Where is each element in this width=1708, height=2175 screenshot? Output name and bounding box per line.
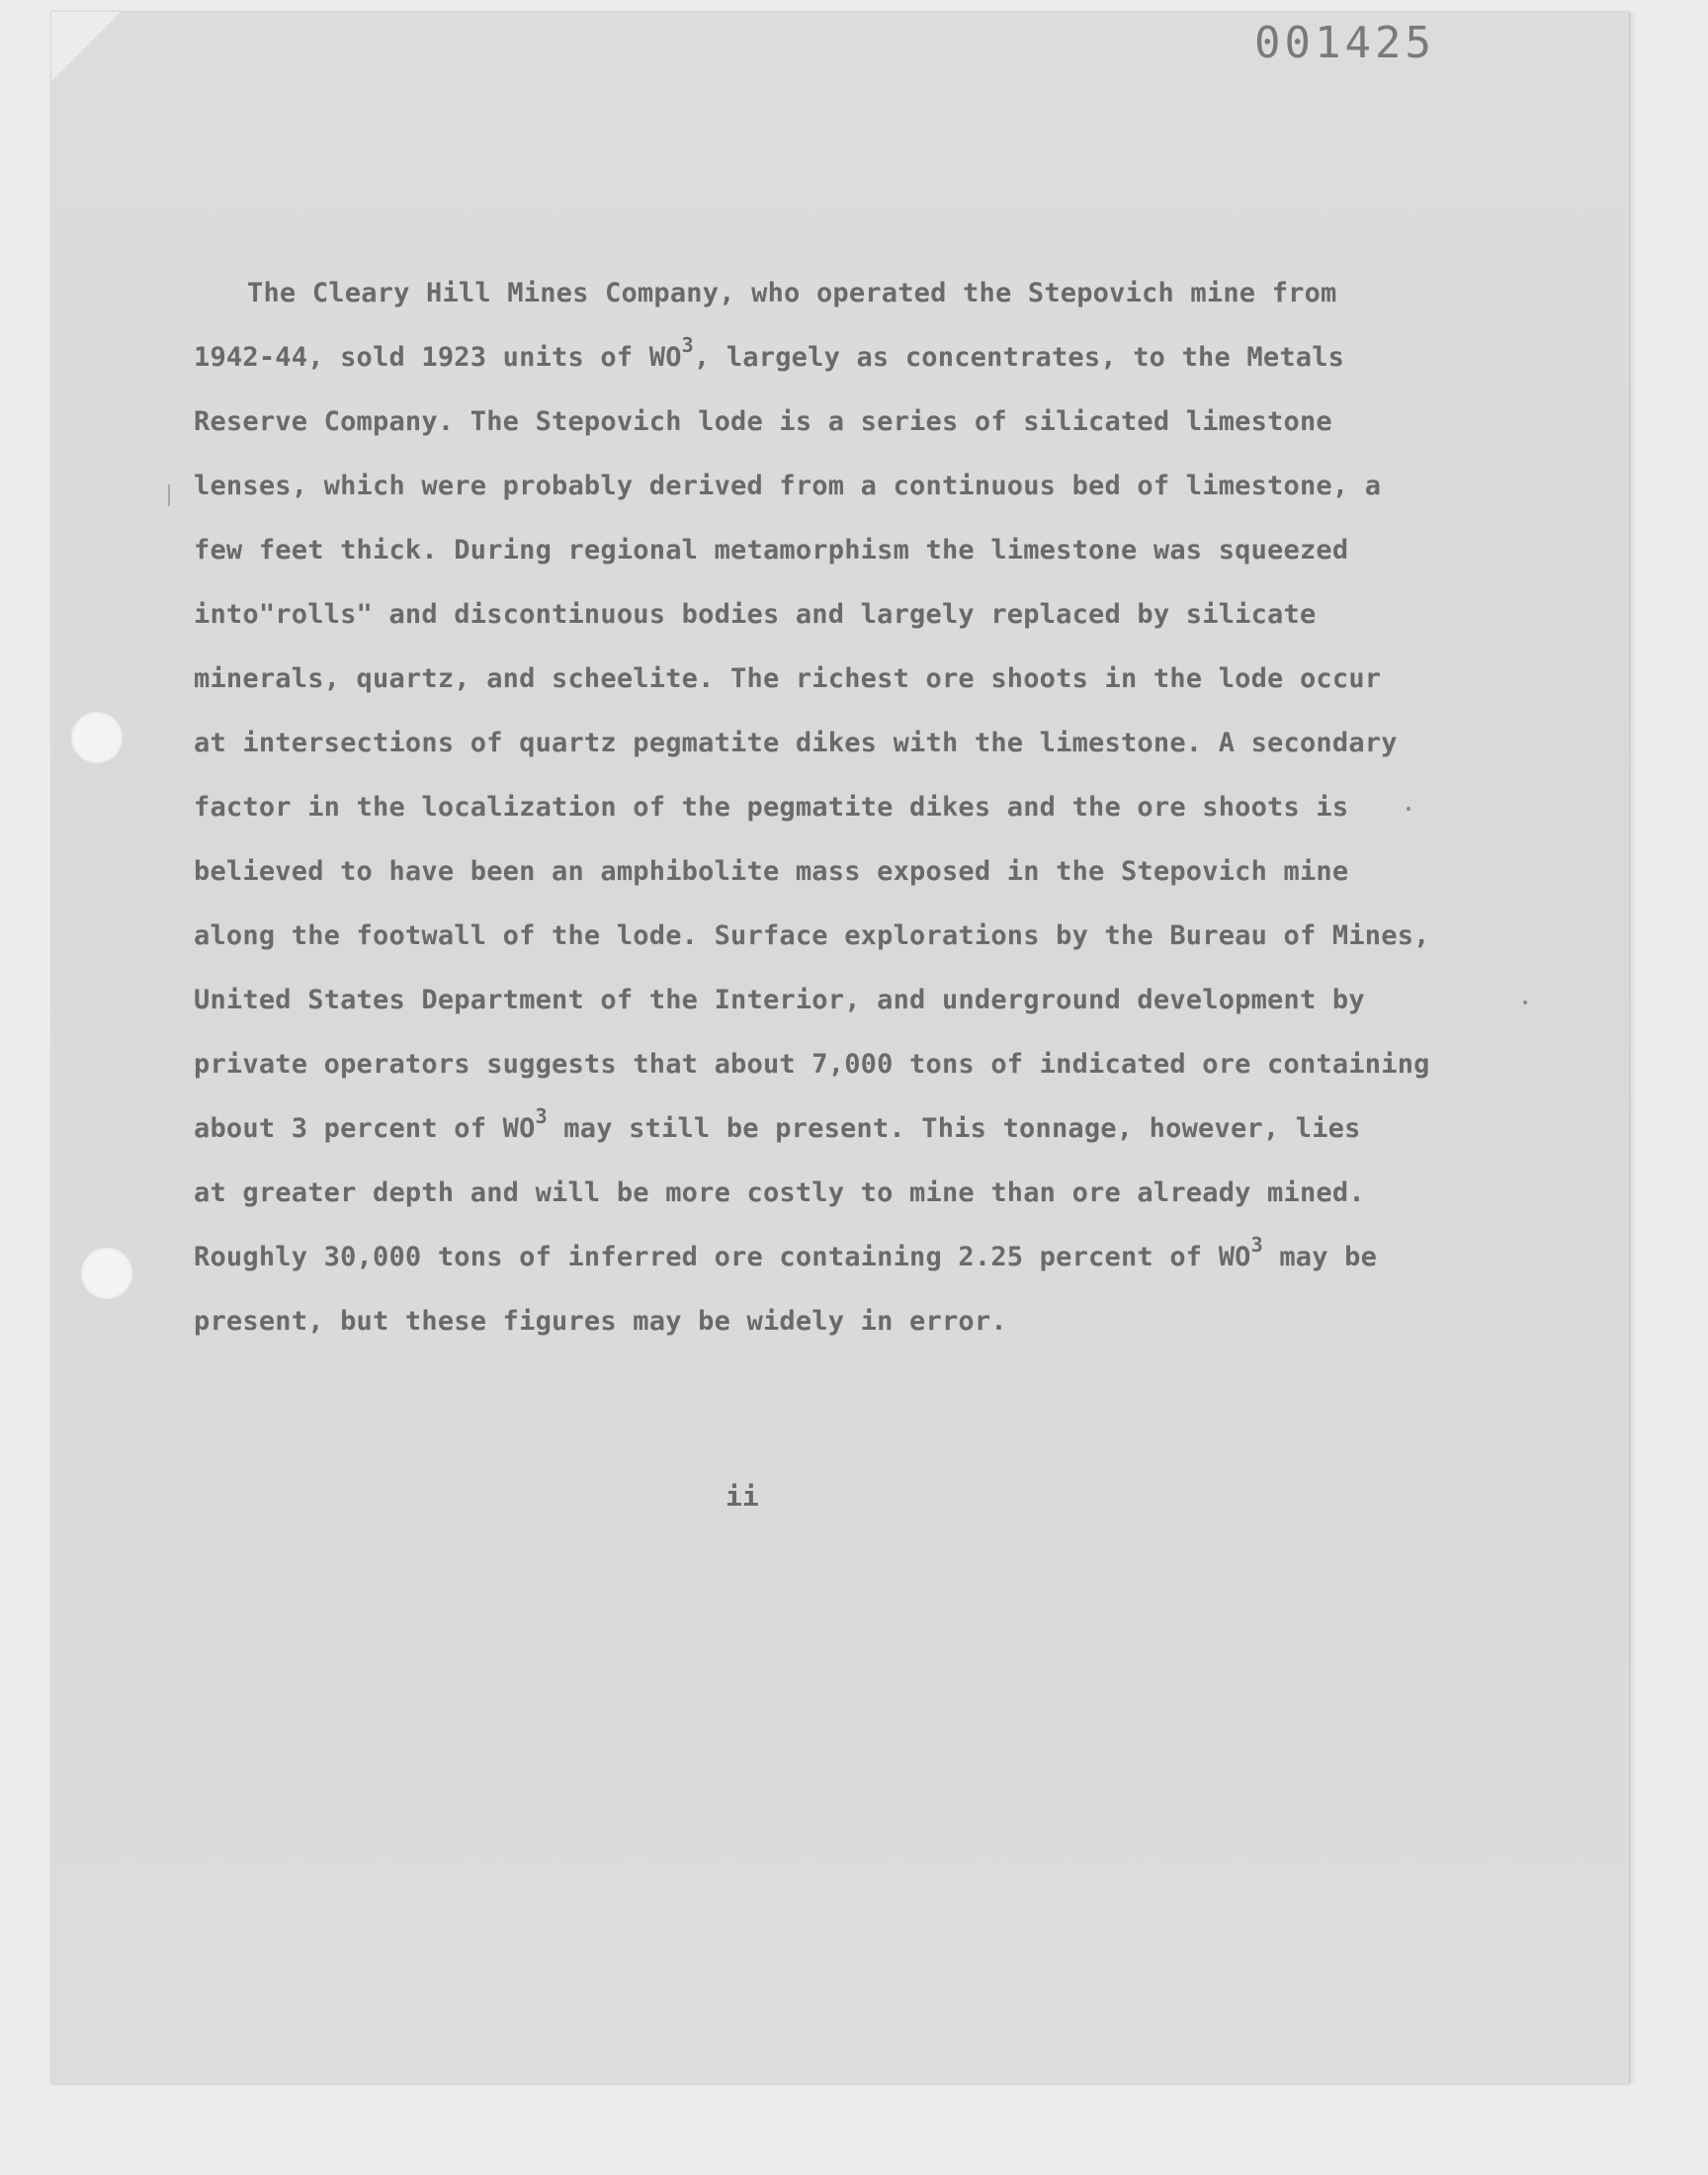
text-line: present, but these figures may be widely in error. [194, 1306, 1007, 1337]
document-number: 001425 [1254, 18, 1435, 68]
margin-mark [168, 484, 170, 506]
text-line: at greater depth and will be more costly to mine than ore already mined. [194, 1177, 1365, 1208]
body-paragraph [194, 261, 1508, 1353]
punch-hole-top [71, 712, 123, 763]
superscript: 3 [535, 1104, 548, 1128]
text-line: The Cleary Hill Mines Company, who operated the Stepovich mine from [247, 278, 1337, 308]
superscript: 3 [681, 333, 694, 357]
superscript: 3 [1250, 1233, 1263, 1257]
text-line: United States Department of the Interior, and underground development by [194, 985, 1365, 1015]
text-line: factor in the localization of the pegmatite dikes and the ore shoots is [194, 792, 1349, 823]
text-line: believed to have been an amphibolite mass exposed in the Stepovich mine [194, 856, 1349, 887]
text-line: into"rolls" and discontinuous bodies and largely replaced by silicate [194, 599, 1317, 630]
text-line: about 3 percent of $WO^3$ may still be present. This tonnage, however, lies [194, 1104, 1361, 1144]
text-line: Reserve Company. The Stepovich lode is a series of silicated limestone [194, 406, 1332, 437]
text-line: private operators suggests that about 7,000 tons of indicated ore containing [194, 1049, 1430, 1080]
text-line: minerals, quartz, and scheelite. The richest ore shoots in the lode occur [194, 663, 1382, 694]
scan-speck [1523, 1000, 1527, 1004]
punch-hole-bottom [81, 1248, 132, 1299]
text-line: at intersections of quartz pegmatite dikes with the limestone. A secondary [194, 728, 1398, 758]
text-line: 1942-44, sold 1923 units of $WO^3$, largely as concentrates, to the Metals [194, 333, 1345, 373]
page-number: ii [726, 1480, 759, 1513]
text-line: Roughly 30,000 tons of inferred ore containing 2.25 percent of $WO^3$ may be [194, 1233, 1378, 1272]
text-line: lenses, which were probably derived from a continuous bed of limestone, a [194, 471, 1382, 501]
text-line: few feet thick. During regional metamorphism the limestone was squeezed [194, 535, 1349, 566]
text-line: along the footwall of the lode. Surface explorations by the Bureau of Mines, [194, 920, 1430, 951]
folded-corner [51, 12, 121, 81]
